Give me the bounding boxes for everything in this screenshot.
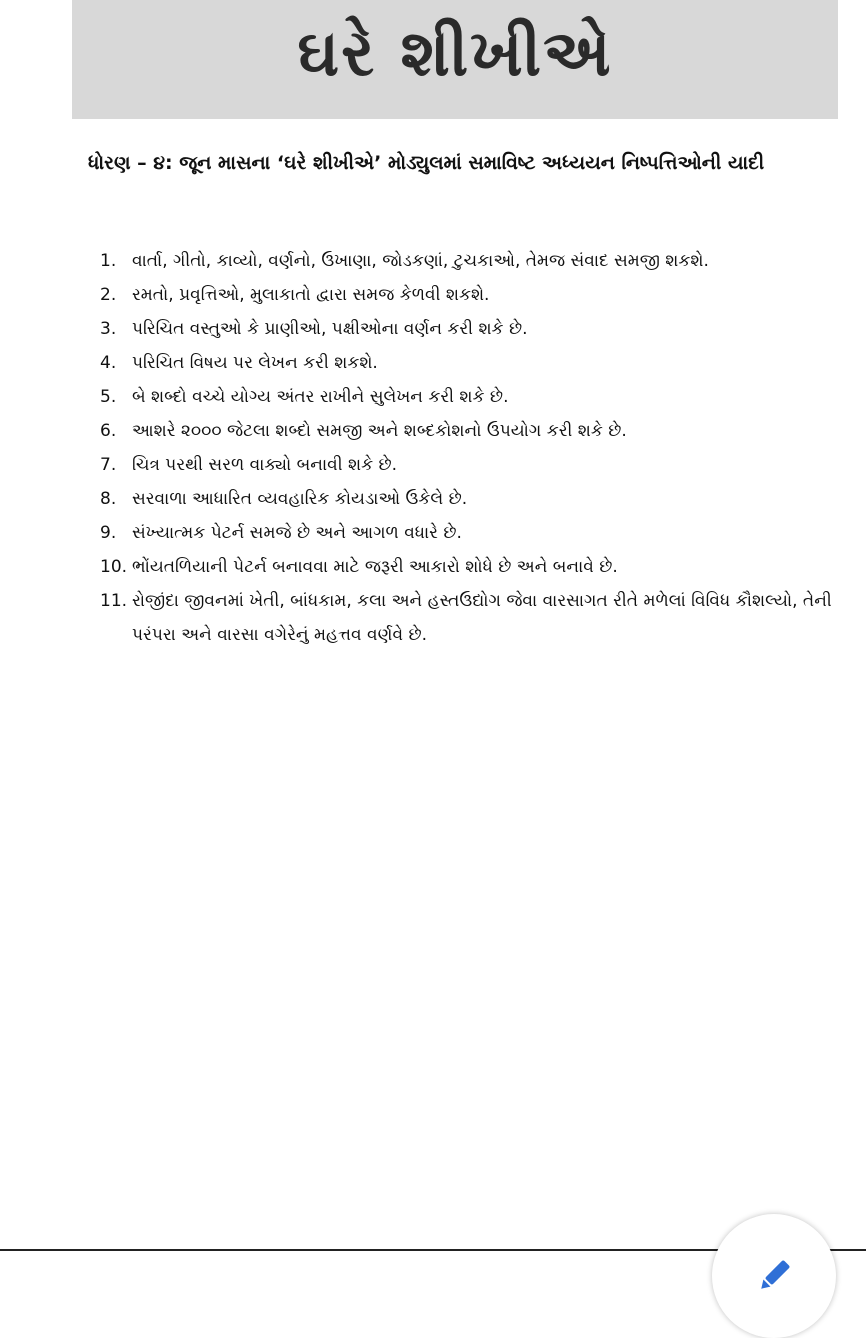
item-text: ભોંયતળિયાની પેટર્ન બનાવવા માટે જરૂરી આકારો શોધે છે અને બનાવે છે. — [132, 557, 618, 577]
list-item — [100, 482, 840, 516]
item-number: 5. — [100, 387, 117, 407]
item-number: 6. — [100, 421, 117, 441]
list-item — [100, 380, 840, 414]
item-text: સંખ્યાત્મક પેટર્ન સમજે છે અને આગળ વધારે છે. — [132, 523, 462, 543]
list-item — [100, 346, 840, 380]
list-item — [100, 516, 840, 550]
learning-outcomes-list — [100, 244, 840, 652]
item-text: પરિચિત વિષય પર લેખન કરી શકશે. — [132, 353, 378, 373]
list-item — [100, 244, 840, 278]
item-text: સરવાળા આધારિત વ્યવહારિક કોયડાઓ ઉકેલે છે. — [132, 489, 468, 509]
item-text: પરિચિત વસ્તુઓ કે પ્રાણીઓ, પક્ષીઓના વર્ણન કરી શકે છે. — [132, 319, 528, 339]
list-item — [100, 312, 840, 346]
list-item — [100, 414, 840, 448]
item-number: 1. — [100, 251, 117, 271]
list-item — [100, 584, 840, 652]
pencil-icon — [754, 1256, 794, 1296]
title-banner — [72, 0, 838, 119]
item-text: ચિત્ર પરથી સરળ વાક્યો બનાવી શકે છે. — [132, 455, 398, 475]
item-text: રોજીંદા જીવનમાં ખેતી, બાંધકામ, કલા અને હસ્તઉદ્યોગ જેવા વારસાગત રીતે મળેલાં વિવિધ કૌશલ્યો, તેની પરંપરા અને વારસા વગેરેનું મહત્તવ વર્ણવે છે. — [132, 591, 832, 645]
item-text: આશરે ૨૦૦૦ જેટલા શબ્દો સમજી અને શબ્દકોશનો ઉપયોગ કરી શકે છે. — [132, 421, 627, 441]
item-number: 7. — [100, 455, 117, 475]
item-number: 3. — [100, 319, 117, 339]
item-text: બે શબ્દો વચ્ચે યોગ્ય અંતર રાખીને સુલેખન કરી શકે છે. — [132, 387, 509, 407]
item-number: 2. — [100, 285, 117, 305]
list-item — [100, 278, 840, 312]
item-number: 4. — [100, 353, 117, 373]
list-item — [100, 448, 840, 482]
item-number: 10. — [100, 557, 128, 577]
item-number: 9. — [100, 523, 117, 543]
edit-button[interactable] — [712, 1214, 836, 1338]
item-text: વાર્તા, ગીતો, કાવ્યો, વર્ણનો, ઉખાણા, જોડકણાં, ટુચકાઓ, તેમજ સંવાદ સમજી શકશે. — [132, 251, 709, 271]
page-title: ઘરે શીખીએ — [297, 16, 613, 91]
list-item — [100, 550, 840, 584]
item-number: 11. — [100, 591, 128, 611]
item-text: રમતો, પ્રવૃત્તિઓ, મુલાકાતો દ્વારા સમજ કેળવી શકશે. — [132, 285, 490, 305]
item-number: 8. — [100, 489, 117, 509]
document-subtitle: ધોરણ – ૪: જૂન માસના ‘ઘરે શીખીએ’ મોડ્યુલમાં સમાવિષ્ટ અધ્યયન નિષ્પત્તિઓની યાદી — [88, 152, 765, 174]
